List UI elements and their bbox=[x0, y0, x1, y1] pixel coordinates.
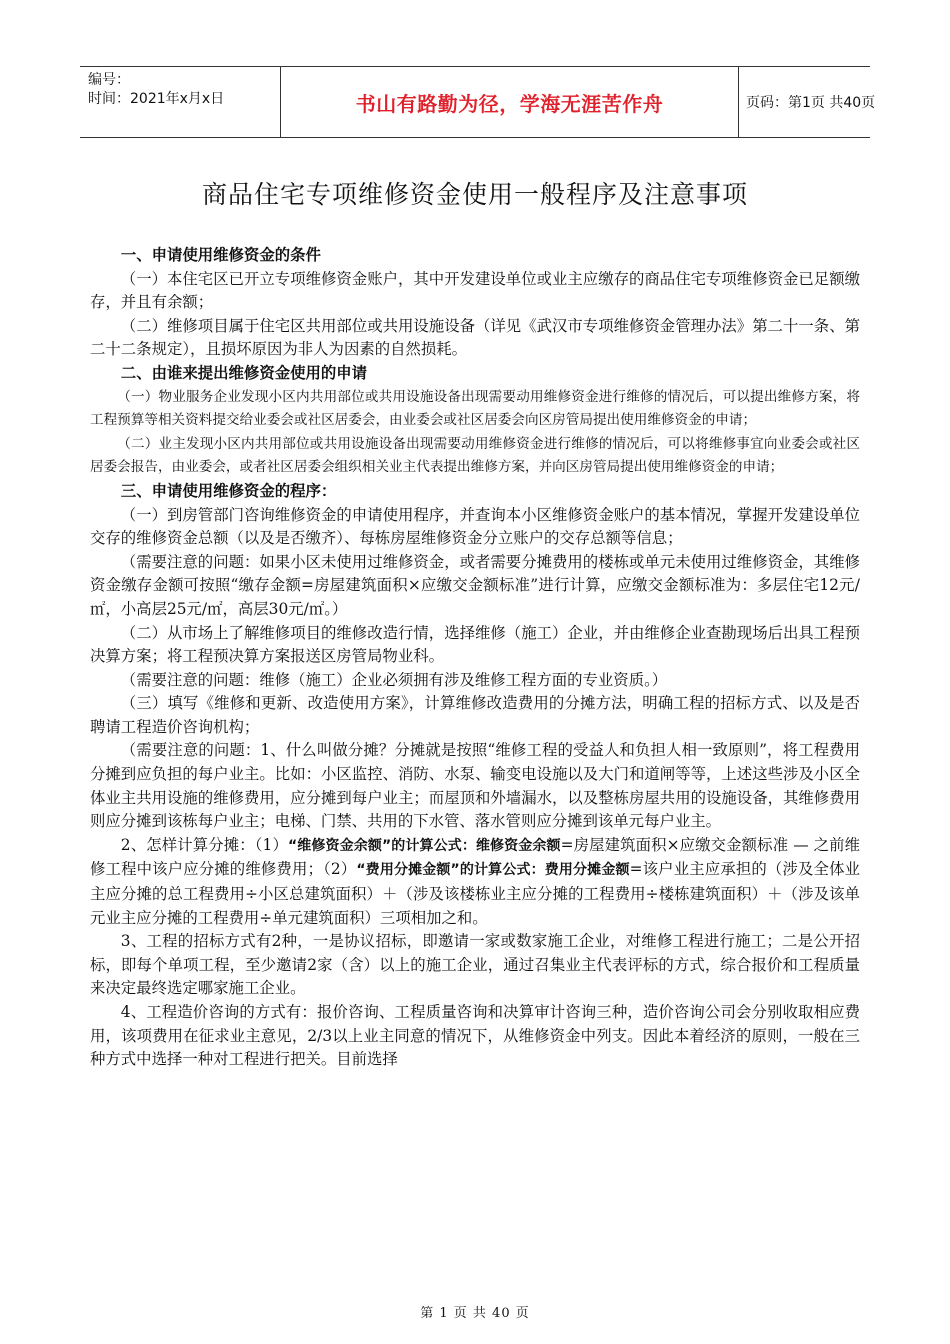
formula-text: 2、怎样计算分摊：（1） bbox=[120, 835, 288, 854]
body-paragraph: （需要注意的问题：如果小区未使用过维修资金，或者需要分摊费用的楼栋或单元未使用过维修资金，其维修资金缴存金额可按照“缴存金额=房屋建筑面积×应缴交金额标准”进行计算，应缴交金额标准为：多层住宅12元/㎡，小高层25元/㎡，高层30元/㎡。） bbox=[90, 552, 860, 618]
body-paragraph: （需要注意的问题：1、什么叫做分摊？分摊就是按照“维修工程的受益人和负担人相一致原则”，将工程费用分摊到应负担的每户业主。比如：小区监控、消防、水泵、输变电设施以及大门和道闸等等，上述这些涉及小区全体业主共用设施的维修费用，应分摊到每户业主；而屋顶和外墙漏水，以及整栋房屋共用的设施设备，其维修费用则应分摊到该栋每户业主；电梯、门禁、共用的下水管、落水管则应分摊到该单元每户业主。 bbox=[90, 741, 860, 831]
header-table bbox=[80, 66, 876, 138]
header-motto-cell bbox=[280, 67, 739, 137]
formula-term: “维修资金余额”的计算公式：维修资金余额 bbox=[287, 837, 561, 854]
body-paragraph: （一）到房管部门咨询维修资金的申请使用程序，并查询本小区维修资金账户的基本情况，掌握开发建设单位交存的维修资金总额（以及是否缴齐）、每栋房屋维修资金分立账户的交存总额等信息； bbox=[90, 505, 860, 548]
formula-paragraph bbox=[90, 834, 860, 930]
body-paragraph: （二）业主发现小区内共用部位或共用设施设备出现需要动用维修资金进行维修的情况后，可以将维修事宜向业委会或社区居委会报告，由业委会，或者社区居委会组织相关业主代表提出维修方案，并向区房管局提出使用维修资金的申请； bbox=[90, 435, 860, 476]
section-heading: 一、申请使用维修资金的条件 bbox=[120, 246, 321, 264]
document-number: 编号： bbox=[88, 72, 130, 88]
formula-text: =房屋建筑面积×应缴交金额标准 — 之前维修工程中该户应分摊的维修费用；（2） bbox=[90, 835, 860, 879]
formula-term: “费用分摊金额”的计算公式：费用分摊金额 bbox=[356, 862, 630, 879]
formula-text: =该户业主应承担的（涉及全体业主应分摊的总工程费用÷小区总建筑面积）＋（涉及该楼栋业主应分摊的工程费用÷楼栋建筑面积）＋（涉及该单元业主应分摊的工程费用÷单元建筑面积）三项相加之和。 bbox=[90, 860, 860, 927]
body-paragraph: （需要注意的问题：维修（施工）企业必须拥有涉及维修工程方面的专业资质。） bbox=[120, 670, 668, 689]
document-body bbox=[90, 244, 860, 1072]
body-paragraph: （三）填写《维修和更新、改造使用方案》，计算维修改造费用的分摊方法，明确工程的招标方式、以及是否聘请工程造价咨询机构； bbox=[90, 694, 860, 736]
motto-text: 书山有路勤为径，学海无涯苦作舟 bbox=[355, 91, 664, 116]
body-paragraph: （二）维修项目属于住宅区共用部位或共用设施设备（详见《武汉市专项维修资金管理办法》第二十一条、第二十二条规定），且损坏原因为非人为因素的自然损耗。 bbox=[90, 316, 860, 359]
page-footer: 第 1 页 共 40 页 bbox=[420, 1306, 530, 1321]
section-heading: 三、申请使用维修资金的程序： bbox=[120, 481, 337, 500]
body-paragraph: （一）本住宅区已开立专项维修资金账户，其中开发建设单位或业主应缴存的商品住宅专项维修资金已足额缴存，并且有余额； bbox=[90, 269, 860, 312]
body-paragraph: （二）从市场上了解维修项目的维修改造行情，选择维修（施工）企业，并由维修企业查勘现场后出具工程预决算方案；将工程预决算方案报送区房管局物业科。 bbox=[90, 623, 860, 666]
body-paragraph: （一）物业服务企业发现小区内共用部位或共用设施设备出现需要动用维修资金进行维修的情况后，可以提出维修方案，将工程预算等相关资料提交给业委会或社区居委会，由业委会或社区居委会向区房管局提出使用维修资金的申请； bbox=[90, 388, 860, 429]
section-heading: 二、由谁来提出维修资金使用的申请 bbox=[120, 363, 368, 382]
body-paragraph: 4、工程造价咨询的方式有：报价咨询、工程质量咨询和决算审计咨询三种，造价咨询公司会分别收取相应费用，该项费用在征求业主意见，2/3以上业主同意的情况下，从维修资金中列支。因此本着经济的原则，一般在三种方式中选择一种对工程进行把关。目前选择 bbox=[90, 1003, 860, 1069]
body-paragraph: 3、工程的招标方式有2种，一是协议招标，即邀请一家或数家施工企业，对维修工程进行施工；二是公开招标，即每个单项工程，至少邀请2家（含）以上的施工企业，通过召集业主代表评标的方式，综合报价和工程质量来决定最终选定哪家施工企业。 bbox=[90, 932, 860, 998]
header-meta bbox=[80, 67, 280, 141]
page-title: 商品住宅专项维修资金使用一般程序及注意事项 bbox=[201, 180, 748, 209]
header-page-info: 页码：第1页 共40页 bbox=[746, 95, 876, 111]
document-time: 时间：2021年x月x日 bbox=[88, 91, 225, 107]
